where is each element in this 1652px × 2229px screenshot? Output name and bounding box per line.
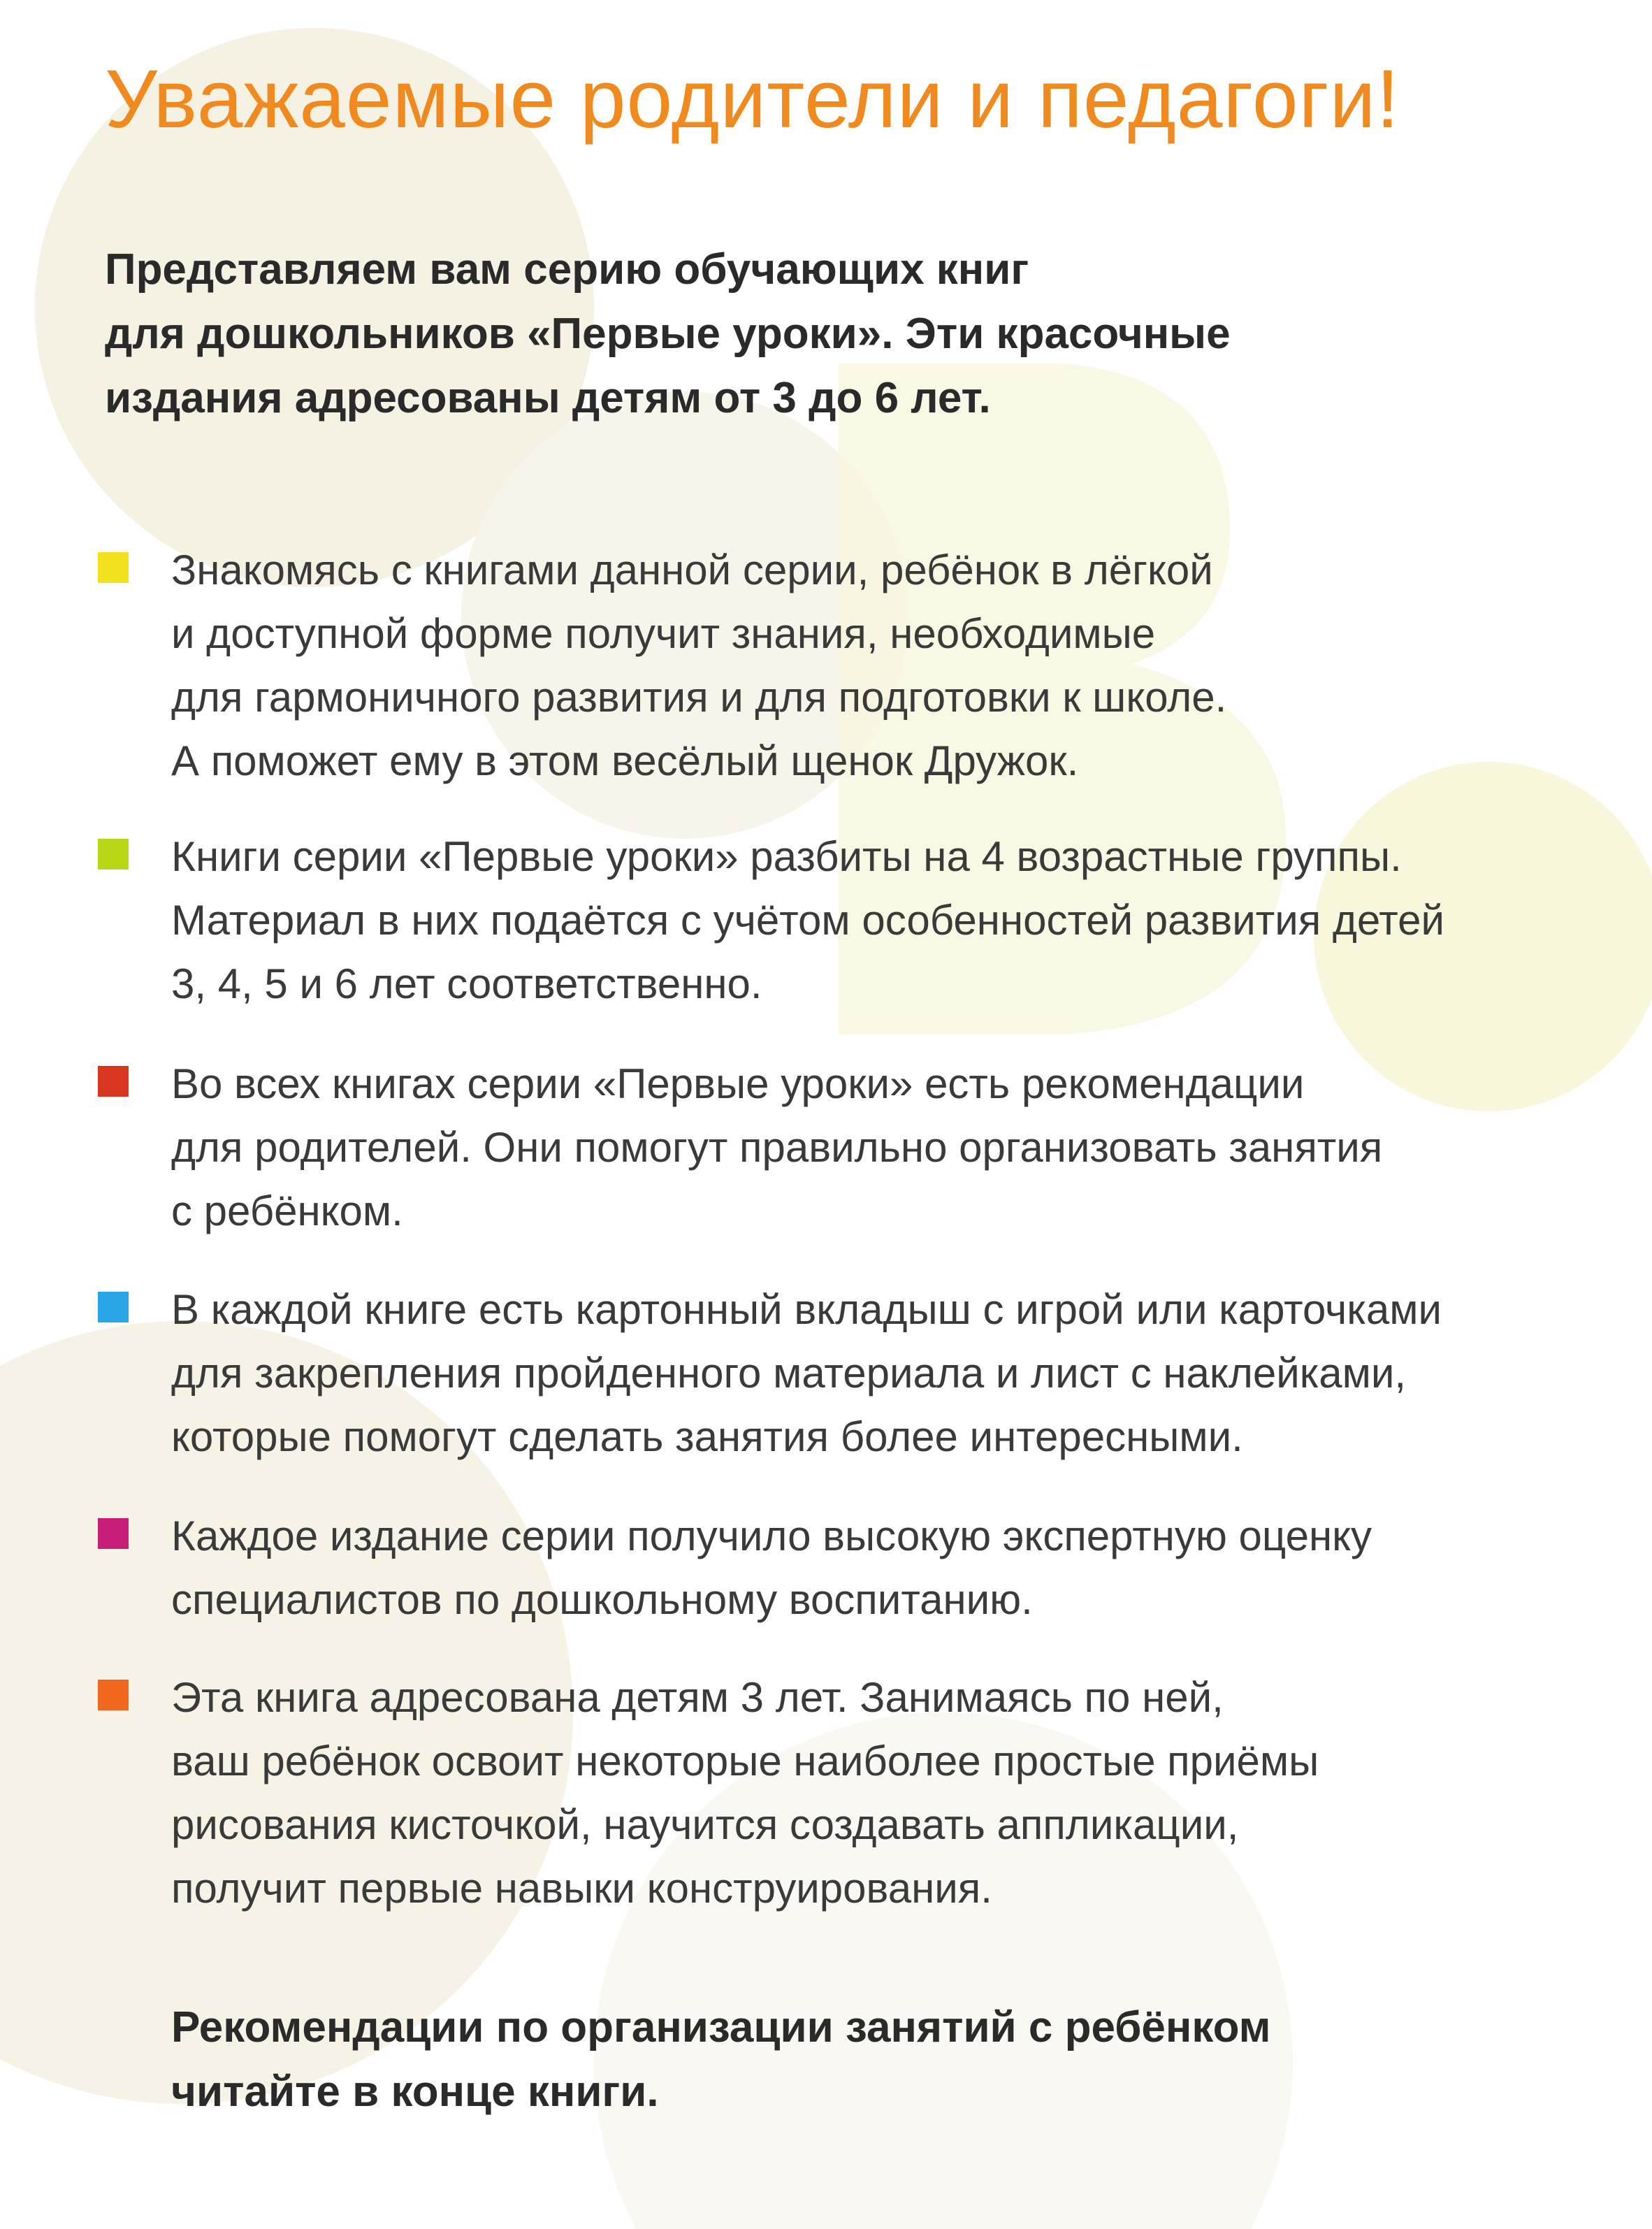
bullet-text — [171, 1052, 1639, 1243]
bullet-line: В каждой книге есть картонный вкладыш с игрой или карточками — [171, 1286, 1442, 1333]
bullet-line: Книги серии «Первые уроки» разбиты на 4 возрастные группы. — [171, 833, 1402, 880]
square-marker-red — [98, 1066, 129, 1097]
intro-line: для дошкольников «Первые уроки». Эти красочные — [105, 310, 1231, 358]
bullet-line: Во всех книгах серии «Первые уроки» есть рекомендации — [171, 1060, 1305, 1107]
bullet-text — [171, 538, 1639, 793]
bullet-line: для закрепления пройденного материала и лист с наклейками, — [171, 1350, 1407, 1397]
bullet-text — [171, 825, 1639, 1016]
bullet-text — [171, 1504, 1639, 1631]
bullet-text — [171, 1278, 1639, 1469]
bullet-line: получит первые навыки конструирования. — [171, 1865, 992, 1912]
bullet-line: для гармоничного развития и для подготовки к школе. — [171, 674, 1227, 721]
square-marker-blue — [98, 1292, 129, 1322]
intro-paragraph — [105, 238, 1572, 431]
bullet-line: Каждое издание серии получило высокую экспертную оценку — [171, 1513, 1372, 1559]
page-title: Уважаемые родители и педагоги! — [105, 53, 1400, 145]
bullet-line: Материал в них подаётся с учётом особенностей развития детей — [171, 897, 1445, 944]
square-marker-magenta — [98, 1518, 129, 1549]
bullet-line: ваш ребёнок освоит некоторые наиболее простые приёмы — [171, 1738, 1319, 1784]
bullet-line: которые помогут сделать занятия более интересными. — [171, 1413, 1243, 1460]
square-marker-yellow — [98, 552, 129, 583]
bullet-text — [171, 1666, 1639, 1920]
square-marker-orange — [98, 1680, 129, 1710]
bullet-line: для родителей. Они помогут правильно организовать занятия — [171, 1124, 1383, 1171]
intro-line: Представляем вам серию обучающих книг — [105, 245, 1029, 294]
bullet-line: 3, 4, 5 и 6 лет соответственно. — [171, 960, 762, 1007]
square-marker-green — [98, 839, 129, 870]
intro-line: издания адресованы детям от 3 до 6 лет. — [105, 374, 991, 422]
bullet-line: с ребёнком. — [171, 1188, 403, 1234]
bullet-line: специалистов по дошкольному воспитанию. — [171, 1576, 1033, 1623]
bullet-line: и доступной форме получит знания, необходимые — [171, 610, 1156, 657]
bullet-line: Эта книга адресована детям 3 лет. Занимаясь по ней, — [171, 1674, 1224, 1721]
bullet-line: рисования кисточкой, научится создавать аппликации, — [171, 1801, 1239, 1848]
bullet-line: А поможет ему в этом весёлый щенок Дружок. — [171, 737, 1079, 784]
closing-note — [171, 1996, 1569, 2124]
bullet-line: Знакомясь с книгами данной серии, ребёнок в лёгкой — [171, 547, 1213, 593]
closing-line: читайте в конце книги. — [171, 2068, 659, 2116]
closing-line: Рекомендации по организации занятий с ребёнком — [171, 2003, 1271, 2051]
